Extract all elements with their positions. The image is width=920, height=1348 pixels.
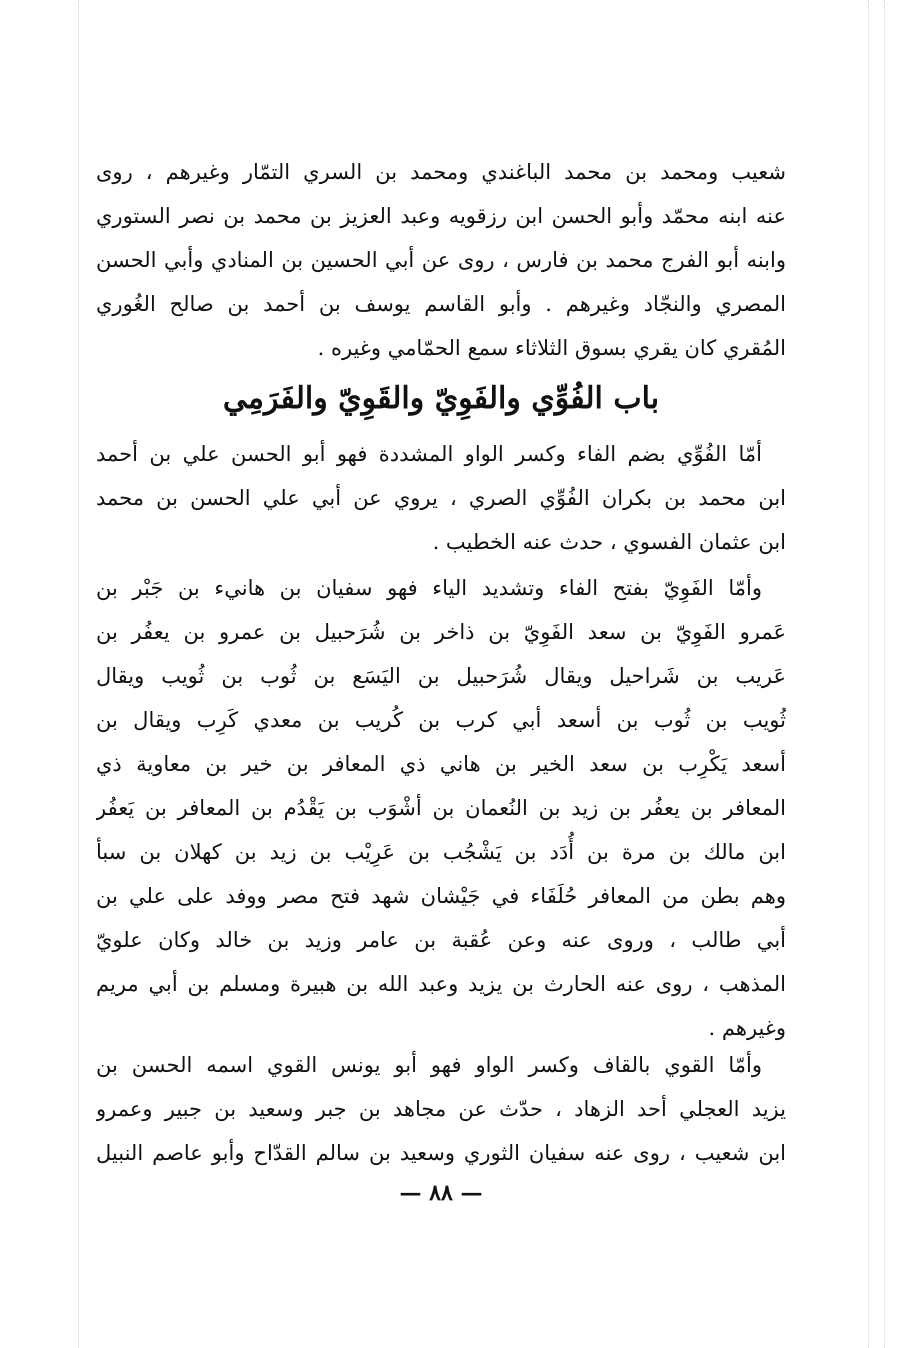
text-line: ابن شعيب ، روى عنه سفيان الثوري وسعيد بن سالم القدّاح وأبو عاصم النبيل (96, 1141, 786, 1165)
text-line: ابن مالك بن مرة بن أُدَد بن يَشْجُب بن عَرِيْب بن زيد بن كهلان بن سبأ (96, 840, 786, 864)
text-line: المصري والنجّاد وغيرهم . وأبو القاسم يوسف بن أحمد بن صالح الغُوري (96, 292, 786, 316)
scan-guide-right-outer (884, 0, 885, 1348)
text-line: وابنه أبو الفرج محمد بن فارس ، روى عن أبي الحسين بن المنادي وأبي الحسن (96, 248, 786, 272)
text-line: أبي طالب ، وروى عنه وعن عُقبة بن عامر وزيد بن خالد وكان علويّ (96, 928, 786, 952)
text-line: يزيد العجلي أحد الزهاد ، حدّث عن مجاهد بن جبر وسعيد بن جبير وعمرو (96, 1097, 786, 1121)
text-line: عنه ابنه محمّد وأبو الحسن ابن رزقويه وعبد العزيز بن محمد بن نصر الستوري (96, 204, 786, 228)
paragraph-fuwwi (96, 432, 786, 564)
paragraph-qawiyy (96, 1043, 786, 1175)
text-line: وأمّا الفَوِيّ بفتح الفاء وتشديد الياء فهو سفيان بن هانيء بن جَبْر بن (96, 576, 762, 600)
text-line: وأمّا القوي بالقاف وكسر الواو فهو أبو يونس القوي اسمه الحسن بن (96, 1053, 762, 1077)
page-number: — ٨٨ — (399, 1180, 483, 1206)
text-line: المعافر بن يعفُر بن زيد بن النُعمان بن أشْوَب بن يَقْدُم بن المعافر بن يَعفُر (96, 796, 786, 820)
text-line: ثُويب بن ثُوب بن أسعد أبي كرب بن كُريب بن معدي كَرِب ويقال بن (96, 708, 786, 732)
paragraph-intro (96, 150, 786, 370)
section-heading: باب الفُوِّي والفَوِيّ والقَوِيّ والفَرَمِي (222, 381, 660, 416)
text-line: شعيب ومحمد بن محمد الباغندي ومحمد بن السري التمّار وغيرهم ، روى (96, 160, 786, 184)
text-line: المذهب ، روى عنه الحارث بن يزيد وعبد الله بن هبيرة ومسلم بن أبي مريم (96, 972, 786, 996)
text-line: وغيرهم . (708, 1016, 786, 1040)
text-line: المُقري كان يقري بسوق الثلاثاء سمع الحمّامي وغيره . (317, 336, 786, 360)
paragraph-fawiyy (96, 566, 786, 1050)
text-line: ابن محمد بن بكران الفُوِّي الصري ، يروي عن أبي علي الحسن بن محمد (96, 486, 786, 510)
scan-guide-left (78, 0, 79, 1348)
text-line: وهم بطن من المعافر حُلَفَاء في جَيْشان شهد فتح مصر ووفد على علي بن (96, 884, 786, 908)
text-line: أمّا الفُوِّي بضم الفاء وكسر الواو المشددة فهو أبو الحسن علي بن أحمد (96, 442, 762, 466)
scan-guide-right (868, 0, 869, 1348)
text-line: عَريب بن شَراحيل ويقال شُرَحبيل بن اليَسَع بن ثُوب بن ثُويب ويقال (96, 664, 786, 688)
text-line: أسعد يَكْرِب بن سعد الخير بن هاني ذي المعافر بن خير بن معاوية ذي (96, 752, 786, 776)
text-line: ابن عثمان الفسوي ، حدث عنه الخطيب . (432, 530, 786, 554)
text-line: عَمرو الفَوِيّ بن سعد الفَوِيّ بن ذاخر بن شُرَحبيل بن عمرو بن يعفُر بن (96, 620, 786, 644)
